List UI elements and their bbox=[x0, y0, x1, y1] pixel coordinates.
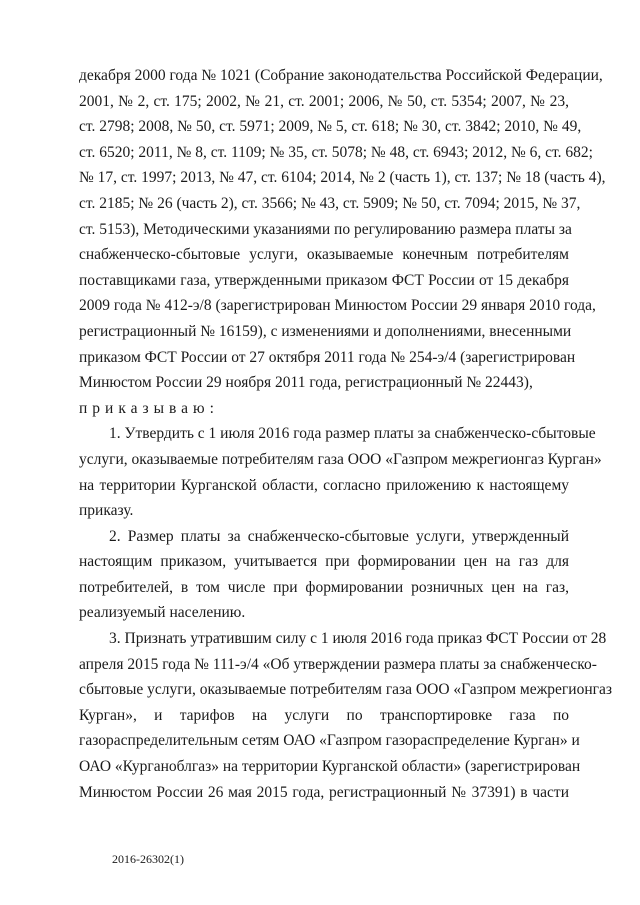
item-3-line: ОАО «Курганоблгаз» на территории Курганской области» (зарегистрирован bbox=[79, 758, 581, 776]
item-2-line: настоящим приказом, учитывается при формировании цен на газ для bbox=[79, 553, 569, 571]
item-3-line: сбытовые услуги, оказываемые потребителям газа ООО «Газпром межрегионгаз bbox=[79, 681, 612, 699]
text-line: ст. 2185; № 26 (часть 2), ст. 3566; № 43, ст. 5909; № 50, ст. 7094; 2015, № 37, bbox=[79, 194, 581, 212]
item-1-line: на территории Курганской области, согласно приложению к настоящему bbox=[79, 476, 569, 494]
item-3-line: Минюстом России 26 мая 2015 года, регистрационный № 37391) в части bbox=[79, 783, 569, 801]
item-3-line: газораспределительным сетям ОАО «Газпром газораспределение Курган» и bbox=[79, 732, 580, 750]
item-2-line: 2. Размер платы за снабженческо-сбытовые услуги, утвержденный bbox=[109, 527, 569, 545]
text-line: приказом ФСТ России от 27 октября 2011 года № 254-э/4 (зарегистрирован bbox=[79, 348, 576, 366]
text-line: регистрационный № 16159), с изменениями и дополнениями, внесенными bbox=[79, 322, 572, 340]
text-line: снабженческо-сбытовые услуги, оказываемые конечным потребителям bbox=[79, 246, 569, 264]
document-body bbox=[79, 63, 612, 805]
text-line: 2001, № 2, ст. 175; 2002, № 21, ст. 2001; 2006, № 50, ст. 5354; 2007, № 23, bbox=[79, 92, 569, 110]
document-code: 2016-26302(1) bbox=[112, 852, 184, 866]
text-line: ст. 2798; 2008, № 50, ст. 5971; 2009, № 5, ст. 618; № 30, ст. 3842; 2010, № 49, bbox=[79, 118, 582, 136]
item-3-line: апреля 2015 года № 111-э/4 «Об утверждении размера платы за снабженческо- bbox=[79, 655, 597, 673]
text-line: ст. 6520; 2011, № 8, ст. 1109; № 35, ст. 5078; № 48, ст. 6943; 2012, № 6, ст. 682; bbox=[79, 143, 593, 161]
item-2-line: потребителей, в том числе при формировании розничных цен на газ, bbox=[79, 578, 569, 596]
text-line: поставщиками газа, утвержденными приказом ФСТ России от 15 декабря bbox=[79, 271, 569, 289]
item-1-line: услуги, оказываемые потребителям газа ООО «Газпром межрегионгаз Курган» bbox=[79, 450, 602, 468]
order-word: приказываю: bbox=[79, 399, 219, 417]
text-line: ст. 5153), Методическими указаниями по регулированию размера платы за bbox=[79, 220, 572, 238]
text-line: Минюстом России 29 ноября 2011 года, регистрационный № 22443), bbox=[79, 374, 533, 392]
item-3-line: 3. Признать утратившим силу с 1 июля 2016 года приказ ФСТ России от 28 bbox=[109, 630, 607, 648]
item-2-line: реализуемый населению. bbox=[79, 604, 246, 622]
item-1-line: приказу. bbox=[79, 502, 134, 520]
text-line: 2009 года № 412-э/8 (зарегистрирован Минюстом России 29 января 2010 года, bbox=[79, 297, 596, 315]
item-1-line: 1. Утвердить с 1 июля 2016 года размер платы за снабженческо-сбытовые bbox=[109, 425, 596, 443]
text-line: декабря 2000 года № 1021 (Собрание законодательства Российской Федерации, bbox=[79, 67, 603, 84]
item-3-line: Курган», и тарифов на услуги по транспортировке газа по bbox=[79, 706, 569, 724]
text-line: № 17, ст. 1997; 2013, № 47, ст. 6104; 2014, № 2 (часть 1), ст. 137; № 18 (часть 4), bbox=[79, 169, 606, 187]
